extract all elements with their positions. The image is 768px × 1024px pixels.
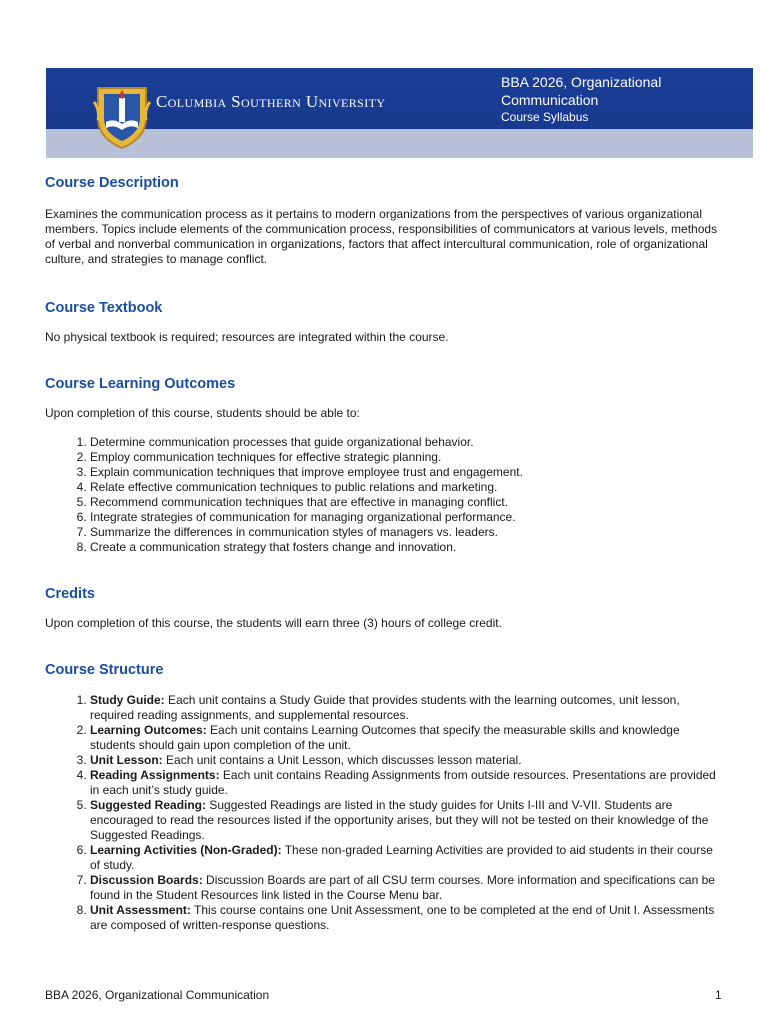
- list-item: 3. Explain communication techniques that improve employee trust and engagement.: [90, 465, 725, 480]
- section-heading-structure: Course Structure: [45, 662, 164, 678]
- outcomes-list: [45, 435, 725, 555]
- banner-course-title: BBA 2026, Organizational Communication: [501, 74, 662, 108]
- banner-doc-type: Course Syllabus: [501, 110, 589, 124]
- list-item: 7. Summarize the differences in communication styles of managers vs. leaders.: [90, 525, 725, 540]
- item-label: Unit Assessment:: [90, 903, 191, 917]
- item-text: These non-graded Learning Activities are provided to aid students in their course of study.: [90, 843, 713, 872]
- list-item: 5. Recommend communication techniques that are effective in managing conflict.: [90, 495, 725, 510]
- description-text: Examines the communication process as it pertains to modern organizations from the perspectives of various organizational members. Topics include elements of the communication process, responsibilities of communicators at various levels, methods of verbal and nonverbal communication in organizations, factors that affect intercultural communication, role of organizational culture, and strategies to manage conflict.: [45, 207, 718, 266]
- textbook-text: No physical textbook is required; resources are integrated within the course.: [45, 330, 449, 344]
- item-label: Learning Outcomes:: [90, 723, 207, 737]
- item-text: Suggested Readings are listed in the study guides for Units I-III and V-VII. Students are encouraged to read the resources listed if the opportunity arises, but they will not be tested on their knowledge of the Suggested Readings.: [90, 798, 709, 842]
- outcomes-intro: Upon completion of this course, students should be able to:: [45, 406, 360, 420]
- list-item: [90, 768, 725, 798]
- list-item: [90, 798, 725, 843]
- section-heading-textbook: Course Textbook: [45, 300, 163, 316]
- section-heading-description: Course Description: [45, 175, 179, 191]
- item-label: Unit Lesson:: [90, 753, 163, 767]
- list-item: [90, 843, 725, 873]
- section-heading-credits: Credits: [45, 586, 95, 602]
- list-item: [90, 753, 725, 768]
- list-item: 6. Integrate strategies of communication for managing organizational performance.: [90, 510, 725, 525]
- syllabus-content: [45, 174, 725, 933]
- item-label: Learning Activities (Non-Graded):: [90, 843, 282, 857]
- list-item: 1. Determine communication processes that guide organizational behavior.: [90, 435, 725, 450]
- item-label: Suggested Reading:: [90, 798, 207, 812]
- item-label: Study Guide:: [90, 693, 165, 707]
- item-text: Each unit contains Learning Outcomes that specify the measurable skills and knowledge students should gain upon completion of the unit.: [90, 723, 680, 752]
- credits-text: Upon completion of this course, the students will earn three (3) hours of college credit.: [45, 616, 502, 630]
- list-item: [90, 723, 725, 753]
- list-item: [90, 693, 725, 723]
- item-text: Discussion Boards are part of all CSU term courses. More information and specifications can be found in the Student Resources link listed in the Course Menu bar.: [90, 873, 715, 902]
- item-text: Each unit contains a Study Guide that provides students with the learning outcomes, unit lesson, required reading assignments, and supplemental resources.: [90, 693, 680, 722]
- list-item: [90, 903, 725, 933]
- list-item: 2. Employ communication techniques for effective strategic planning.: [90, 450, 725, 465]
- banner-stripe: [46, 129, 753, 158]
- footer-course-title: BBA 2026, Organizational Communication: [45, 988, 270, 1002]
- university-name: Columbia Southern University: [156, 92, 386, 111]
- list-item: [90, 873, 725, 903]
- item-label: Discussion Boards:: [90, 873, 203, 887]
- list-item: 4. Relate effective communication techniques to public relations and marketing.: [90, 480, 725, 495]
- item-text: Each unit contains a Unit Lesson, which discusses lesson material.: [166, 753, 522, 767]
- item-label: Reading Assignments:: [90, 768, 220, 782]
- section-heading-outcomes: Course Learning Outcomes: [45, 376, 236, 392]
- university-seal-icon: [92, 80, 152, 150]
- page-number: 1: [715, 988, 722, 1002]
- header-banner: [46, 68, 753, 158]
- item-text: This course contains one Unit Assessment, one to be completed at the end of Unit I. Assessments are composed of written-response questions.: [90, 903, 715, 932]
- item-text: Each unit contains Reading Assignments from outside resources. Presentations are provided in each unit’s study guide.: [90, 768, 716, 797]
- list-item: 8. Create a communication strategy that fosters change and innovation.: [90, 540, 725, 555]
- structure-list: [45, 693, 725, 933]
